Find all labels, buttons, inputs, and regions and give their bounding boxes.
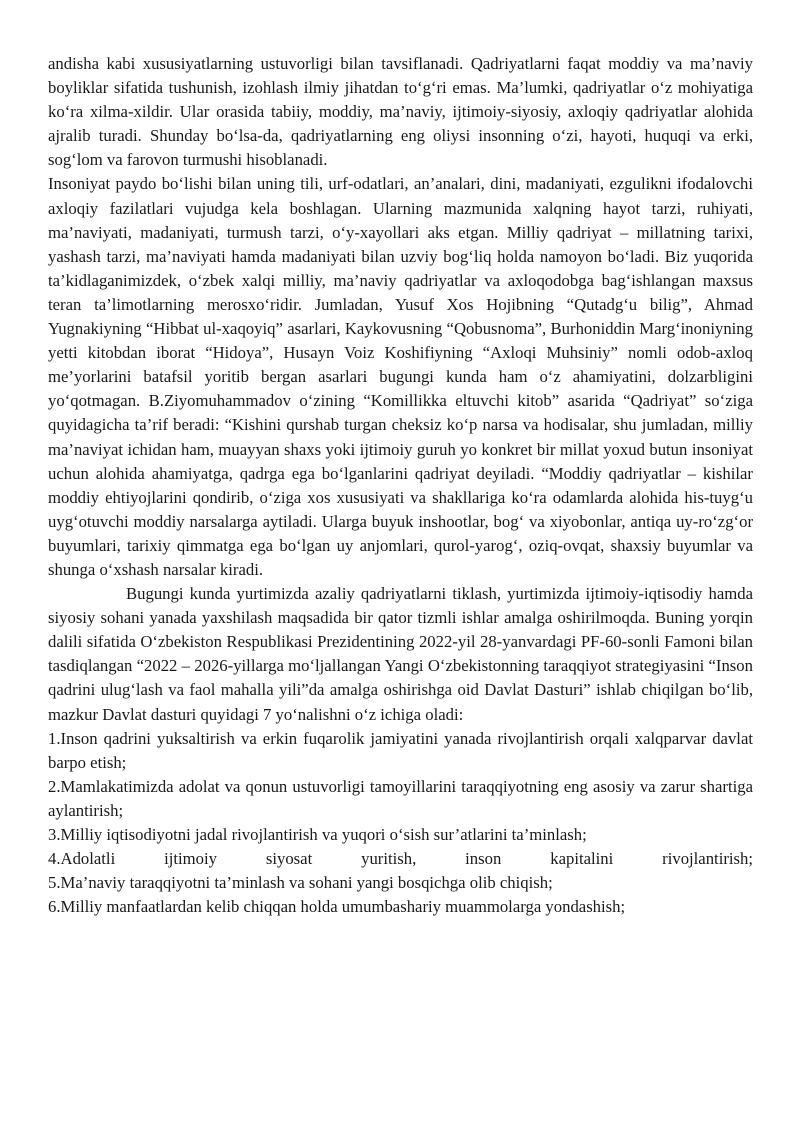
directions-list [48,727,753,920]
list-item: 6.Milliy manfaatlardan kelib chiqqan holda umumbashariy muammolarga yondashish; [48,897,626,917]
list-item: 2.Mamlakatimizda adolat va qonun ustuvorligi tamoyillarini taraqqiyotning eng asosiy va zarur shartiga aylantirish; [48,776,753,820]
paragraph-state-program: Bugungi kunda yurtimizda azaliy qadriyatlarni tiklash, yurtimizda ijtimoiy-iqtisodiy hamda siyosiy sohani yanada yaxshilash maqsadida bir qator tizmli ishlar amalga oshirilmoqda. Buning yorqin dalili sifatida O‘zbekiston Respublikasi Prezidentining 2022-yil 28-yanvardagi PF-60-sonli Famoni bilan tasdiqlangan “2022 – 2026-yillarga mo‘ljallangan Yangi O‘zbekistonning taraqqiyot strategiyasini “Inson qadrini ulug‘lash va faol mahalla yili”da amalga oshirishga oid Davlat Dasturi” ishlab chiqilgan bo‘lib, mazkur Davlat dasturi quyidagi 7 yo‘nalishni o‘z ichiga oladi: [48,584,753,724]
paragraph-values-definition: andisha kabi xususiyatlarning ustuvorligi bilan tavsiflanadi. Qadriyatlarni faqat moddiy va ma’naviy boyliklar sifatida tushunish, izohlash ilmiy jihatdan to‘g‘ri emas. Ma’lumki, qadriyatlar o‘z mohiyatiga ko‘ra xilma-xildir. Ular orasida tabiiy, moddiy, ma’naviy, ijtimoiy-siyosiy, axloqiy qadriyatlar alohida ajralib turadi. Shunday bo‘lsa-da, qadriyatlarning eng oliysi insonning o‘zi, hayoti, huquqi va erki, sog‘lom va farovon turmushi hisoblanadi. [48,54,753,170]
document-page [48,52,753,919]
list-item: 1.Inson qadrini yuksaltirish va erkin fuqarolik jamiyatini yanada rivojlantirish orqali xalqparvar davlat barpo etish; [48,728,753,772]
list-item: 4.Adolatli ijtimoiy siyosat yuritish, inson kapitalini rivojlantirish; [48,849,753,869]
paragraph-national-values: Insoniyat paydo bo‘lishi bilan uning tili, urf-odatlari, an’analari, dini, madaniyati, ezgulikni ifodalovchi axloqiy fazilatlari vujudga kela boshlagan. Ularning mazmunida xalqning hayot tarzi, ruhiyati, ma’naviyati, madaniyati, turmush tarzi, o‘y-xayollari aks etgan. Milliy qadriyat – millatning tarixi, yashash tarzi, ma’naviyati hamda madaniyati bilan uzviy bog‘liq holda namoyon bo‘ladi. Biz yuqorida ta’kidlaganimizdek, o‘zbek xalqi milliy, ma’naviy qadriyatlar va axloqodobga bag‘ishlangan maxsus teran ta’limotlarning merosxo‘ridir. Jumladan, Yusuf Xos Hojibning “Qutadg‘u bilig”, Ahmad Yugnakiyning “Hibbat ul-xaqoyiq” asarlari, Kaykovusning “Qobusnoma”, Burhoniddin Marg‘inoniyning yetti kitobdan iborat “Hidoya”, Husayn Voiz Koshifiyning “Axloqi Muhsiniy” nomli odob-axloq me’yorlarini batafsil yoritib bergan asarlari bugungi kunda ham o‘z ahamiyatini, dolzarbligini yo‘qotmagan. B.Ziyomuhammadov o‘zining “Komillikka eltuvchi kitob” asarida “Qadriyat” so‘ziga quyidagicha ta’rif beradi: “Kishini qurshab turgan cheksiz ko‘p narsa va hodisalar, shu jumladan, milliy ma’naviyat ichidan ham, muayyan shaxs yoki ijtimoiy guruh yo konkret bir millat yoxud butun insoniyat uchun alohida ahamiyatga, qadrga ega bo‘lganlarini qadriyat deyiladi. “Moddiy qadriyatlar – kishilar moddiy ehtiyojlarini qondirib, o‘ziga xos xususiyati va shakllariga ko‘ra odamlarda alohida his-tuyg‘u uyg‘otuvchi moddiy narsalarga aytiladi. Ularga buyuk inshootlar, bog‘ va xiyobonlar, antiqa uy-ro‘zg‘or buyumlari, tarixiy qimmatga ega bo‘lgan uy anjomlari, qurol-yarog‘, oziq-ovqat, shaxsiy buyumlar va shunga o‘xshash narsalar kiradi. [48,174,753,579]
list-item: 3.Milliy iqtisodiyotni jadal rivojlantirish va yuqori o‘sish sur’atlarini ta’minlash; [48,825,587,844]
list-item: 5.Ma’naviy taraqqiyotni ta’minlash va sohani yangi bosqichga olib chiqish; [48,873,553,893]
